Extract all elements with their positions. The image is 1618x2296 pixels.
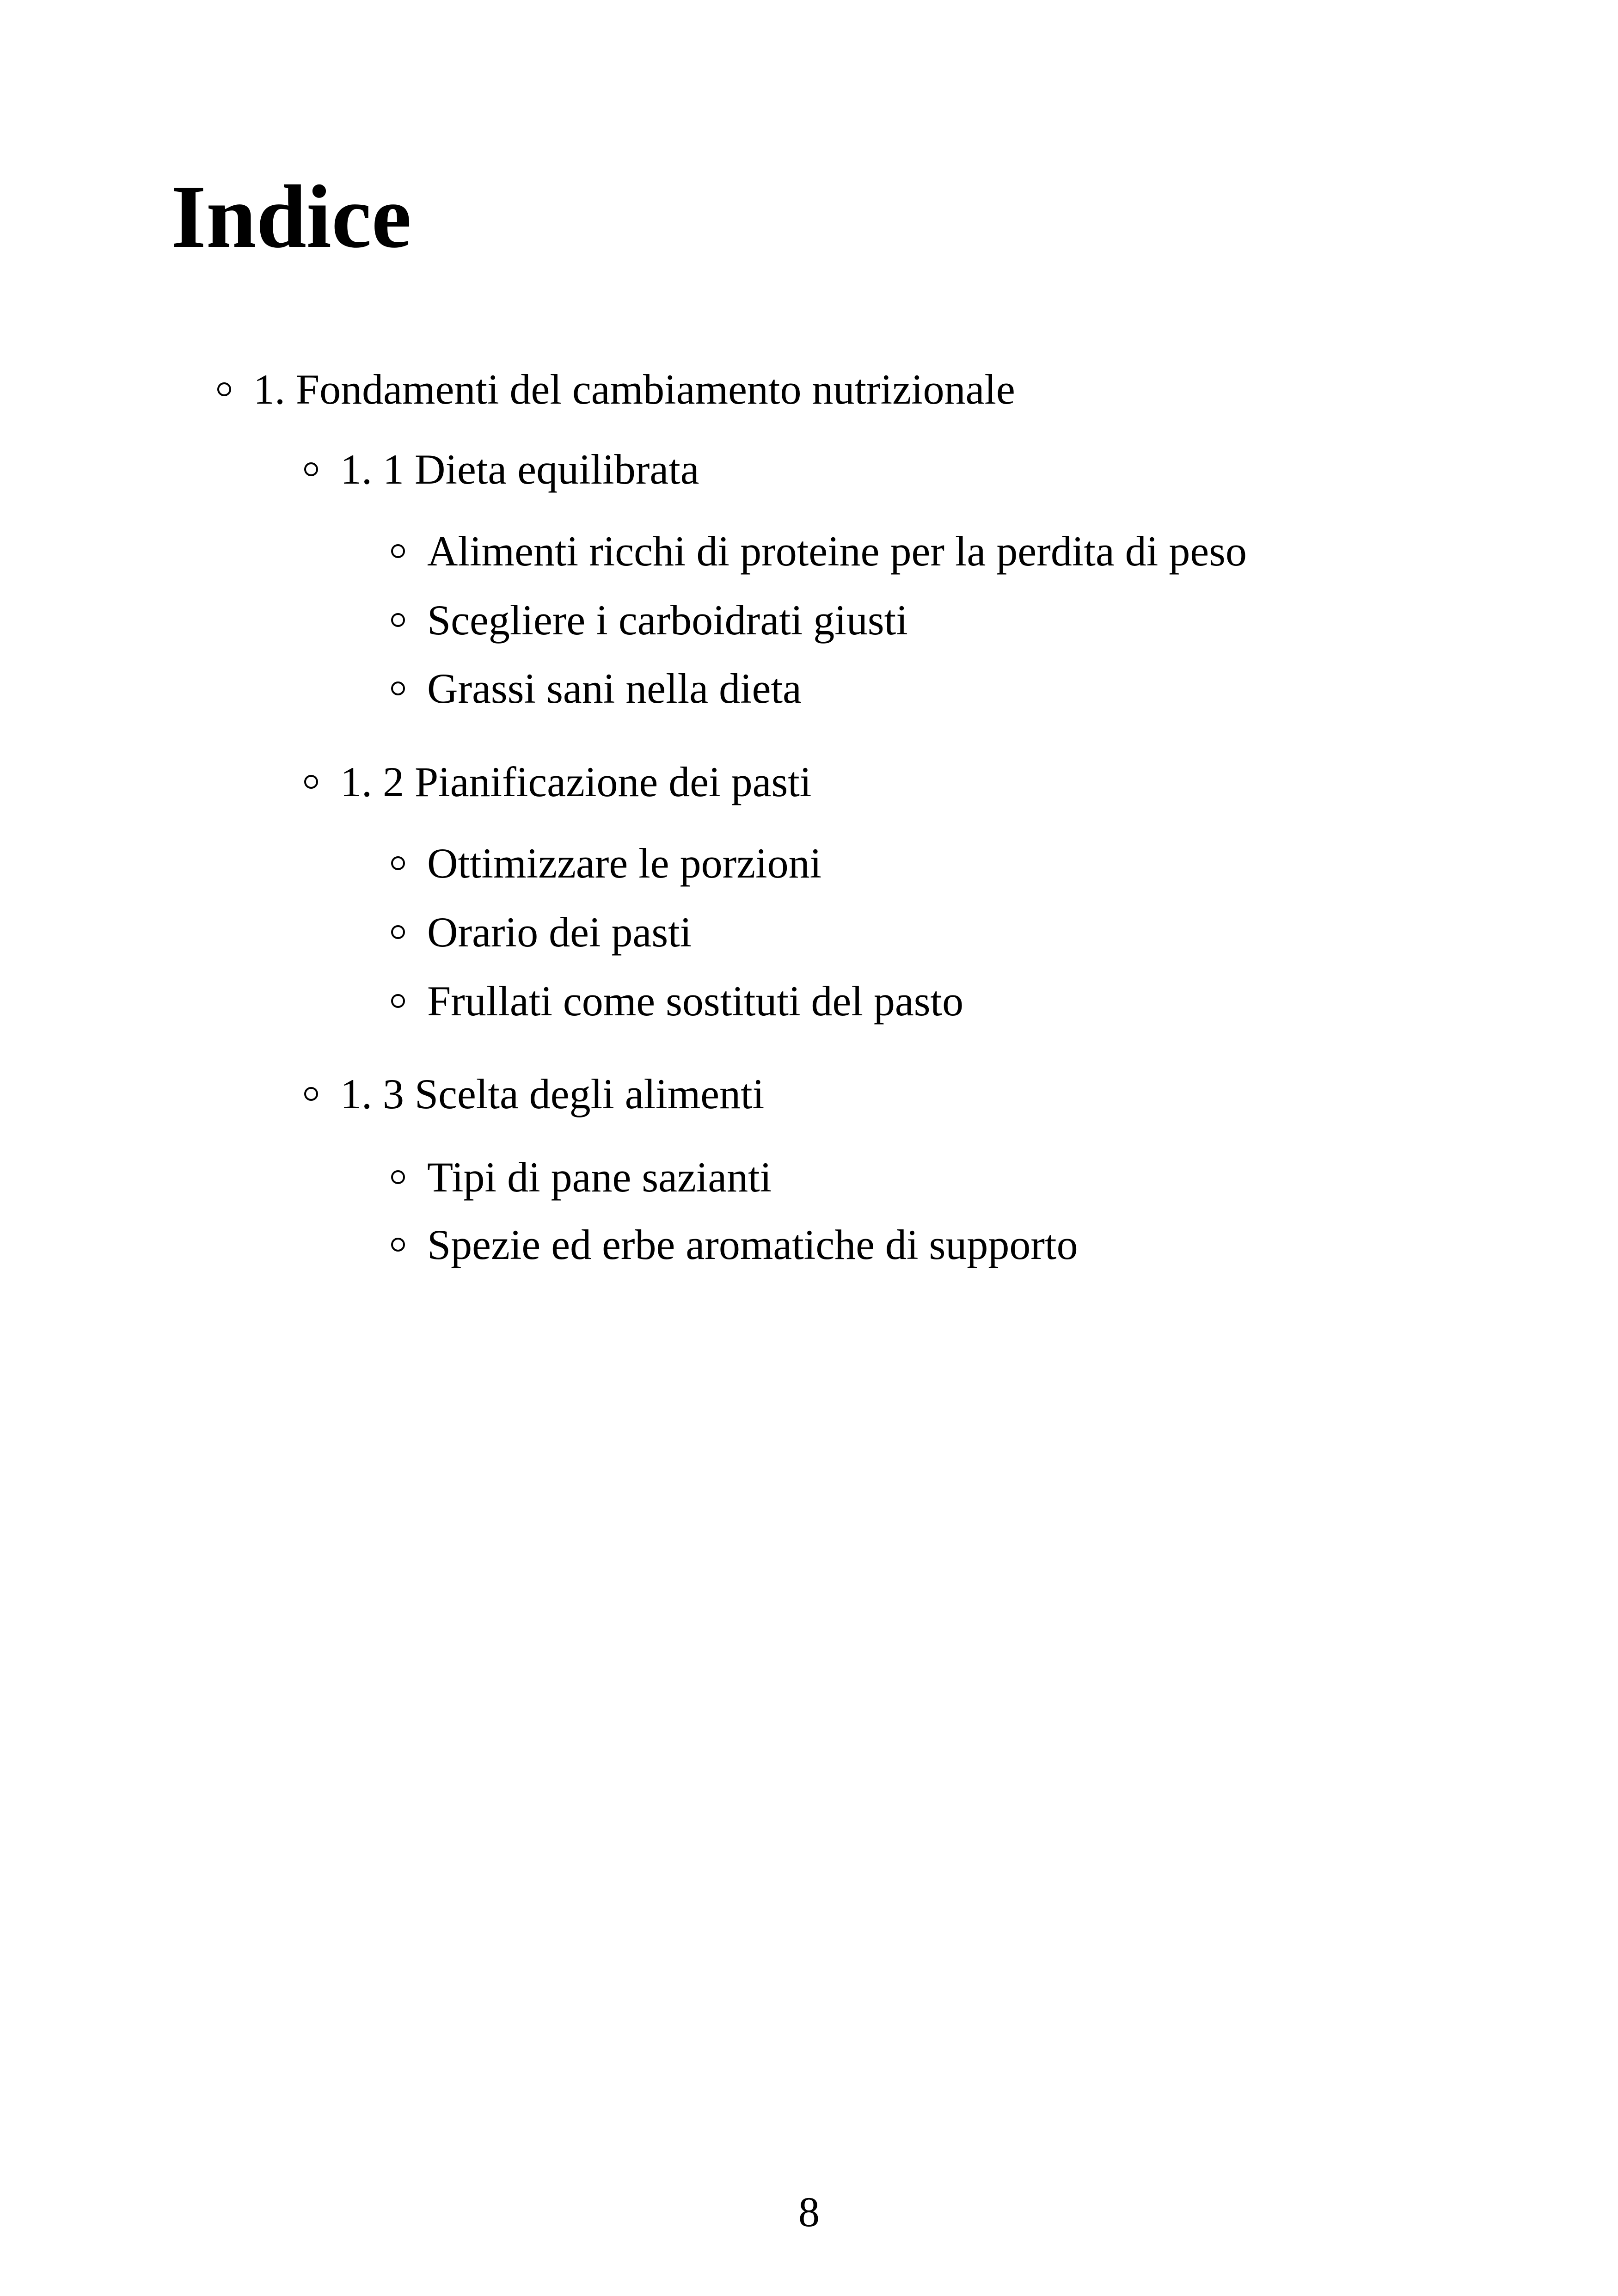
toc-section-1-1 [304, 448, 699, 491]
toc-chapter-label: 1. Fondamenti del cambiamento nutrizionale [253, 366, 1015, 413]
toc-section-label: 1. 3 Scelta degli alimenti [340, 1070, 765, 1117]
circle-bullet-icon [391, 1170, 405, 1184]
toc-section-1-2 [304, 758, 812, 805]
toc-entry [391, 596, 908, 644]
toc-entry-label: Orario dei pasti [427, 909, 692, 956]
toc-section-label: 1. 2 Pianificazione dei pasti [340, 758, 812, 805]
circle-bullet-icon [391, 856, 405, 870]
circle-bullet-icon [217, 382, 231, 396]
toc-entry [391, 977, 964, 1025]
toc-entry-label: Ottimizzare le porzioni [427, 840, 822, 887]
toc-entry-label: Tipi di pane sazianti [427, 1154, 772, 1201]
toc-entry-label: Scegliere i carboidrati giusti [427, 596, 908, 644]
page-number: 8 [798, 2188, 820, 2235]
circle-bullet-icon [304, 1087, 318, 1101]
toc-section-label: 1. 1 Dieta equilibrata [340, 446, 699, 493]
toc-entry-label: Frullati come sostituti del pasto [427, 977, 964, 1025]
circle-bullet-icon [304, 462, 318, 476]
circle-bullet-icon [391, 681, 405, 695]
toc-entry-label: Alimenti ricchi di proteine per la perdita di peso [427, 528, 1247, 575]
circle-bullet-icon [391, 613, 405, 627]
toc-entry [391, 528, 1247, 575]
toc-entry-label: Grassi sani nella dieta [427, 665, 802, 712]
circle-bullet-icon [391, 544, 405, 558]
toc-entry [391, 1154, 772, 1201]
toc-chapter-1 [217, 368, 1015, 411]
toc-entry-label: Spezie ed erbe aromatiche di supporto [427, 1221, 1078, 1268]
toc-section-1-3 [304, 1070, 765, 1117]
toc-entry [391, 840, 822, 887]
circle-bullet-icon [391, 1238, 405, 1252]
toc-entry [391, 909, 692, 956]
toc-entry [391, 667, 802, 710]
toc-entry [391, 1223, 1078, 1266]
page-title: Indice [171, 167, 412, 267]
circle-bullet-icon [391, 925, 405, 939]
circle-bullet-icon [304, 775, 318, 789]
circle-bullet-icon [391, 994, 405, 1008]
